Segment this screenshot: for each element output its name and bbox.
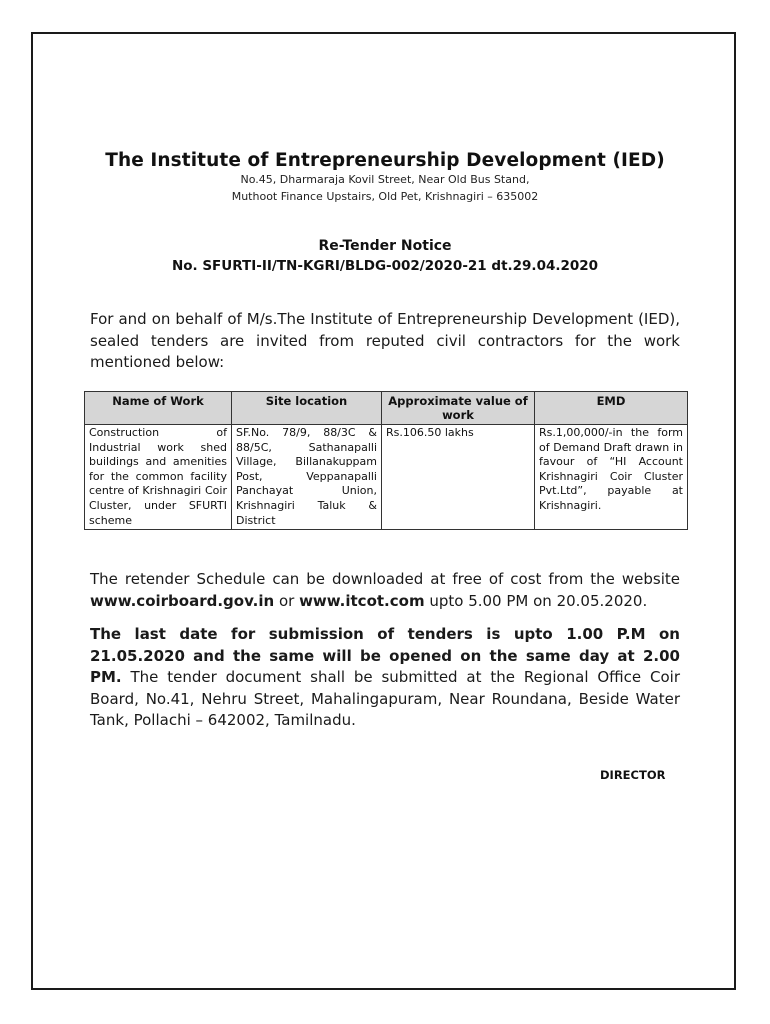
schedule-paragraph (90, 569, 680, 612)
institute-address-line2: Muthoot Finance Upstairs, Old Pet, Krishnagiri – 635002 (231, 190, 539, 203)
header-emd: EMD (535, 392, 688, 425)
header-approx-value: Approximate value of work (382, 392, 535, 425)
website-itcot: www.itcot.com (299, 591, 425, 610)
submission-paragraph (90, 624, 680, 732)
website-coirboard: www.coirboard.gov.in (90, 591, 275, 610)
cell-site-location: SF.No. 78/9, 88/3C & 88/5C, Sathanapalli Village, Billanakuppam Post, Veppanapalli Panchayat Union, Krishnagiri Taluk & District (232, 425, 382, 530)
cell-approx-value: Rs.106.50 lakhs (382, 425, 535, 530)
cell-name-of-work: Construction of Industrial work shed buildings and amenities for the common facility centre of Krishnagiri Coir Cluster, under SFURTI scheme (85, 425, 232, 530)
notice-title: Re-Tender Notice (318, 238, 452, 254)
tender-table (84, 391, 688, 530)
table-row (85, 425, 688, 530)
schedule-text-after: upto 5.00 PM on 20.05.2020. (424, 591, 648, 610)
cell-emd: Rs.1,00,000/-in the form of Demand Draft drawn in favour of “HI Account Krishnagiri Coir Cluster Pvt.Ltd”, payable at Krishnagiri. (535, 425, 688, 530)
schedule-text-before: The retender Schedule can be downloaded at free of cost from the website (90, 570, 680, 588)
submission-address: The tender document shall be submitted at the Regional Office Coir Board, No.41, Nehru Street, Mahalingapuram, Near Roundana, Beside Water Tank, Pollachi – 642002, Tamilnadu. (90, 668, 680, 729)
header-site-location: Site location (232, 392, 382, 425)
institute-address-line1: No.45, Dharmaraja Kovil Street, Near Old Bus Stand, (240, 173, 530, 186)
signatory-director: DIRECTOR (600, 768, 666, 782)
notice-number: No. SFURTI-II/TN-KGRI/BLDG-002/2020-21 dt.29.04.2020 (171, 258, 599, 274)
submission-deadline: The last date for submission of tenders is upto 1.00 P.M on 21.05.2020 and the same will be opened on the same day at 2.00 PM. (90, 625, 680, 686)
header-name-of-work: Name of Work (85, 392, 232, 425)
intro-paragraph: For and on behalf of M/s.The Institute of Entrepreneurship Development (IED), sealed tenders are invited from reputed civil contractors for the work mentioned below: (90, 310, 680, 371)
schedule-text-or: or (274, 591, 300, 610)
table-header-row (85, 392, 688, 425)
institute-title: The Institute of Entrepreneurship Development (IED) (105, 150, 665, 171)
